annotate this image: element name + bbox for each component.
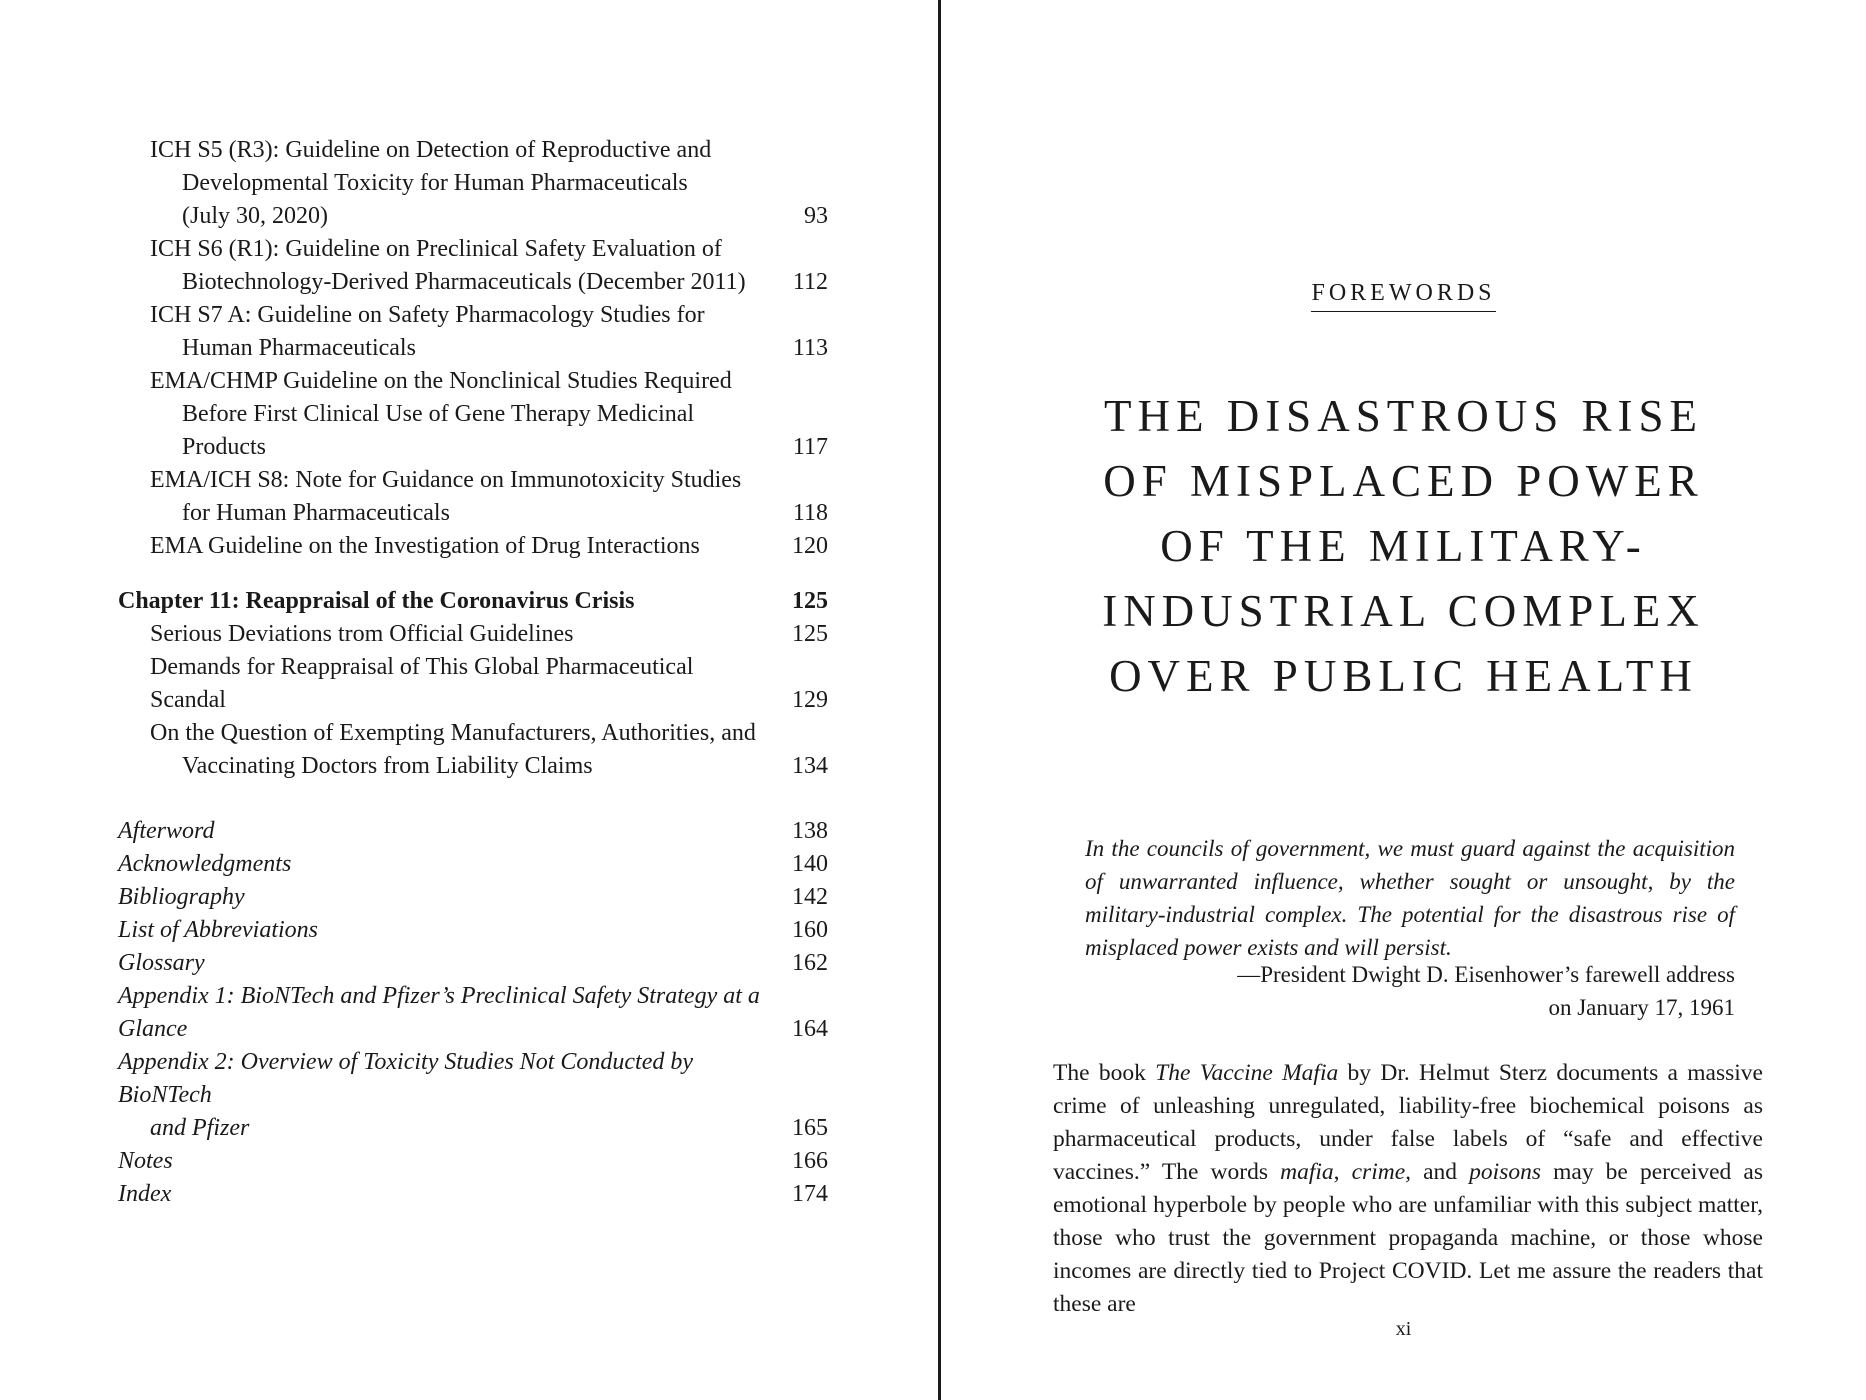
toc-entry-text: Acknowledgments: [118, 851, 292, 877]
toc-entry: [118, 233, 828, 299]
toc-entry: [118, 881, 828, 914]
toc-entry: [118, 1046, 828, 1145]
toc-entry-text: On the Question of Exempting Manufacturers, Authorities, and: [150, 720, 756, 746]
toc-entry: [118, 464, 828, 530]
italic-word: poisons: [1469, 1159, 1541, 1185]
toc-page-number: 120: [792, 533, 828, 559]
toc-subsection-list: [118, 134, 828, 563]
toc-chapter-entry-list: [118, 618, 828, 783]
epigraph: In the councils of government, we must guard against the acquisition of unwarranted influence, whether sought or unsought, by the military-industrial complex. The potential for the disastrous rise of misplaced power exists and will persist.: [1085, 836, 1735, 960]
italic-word: crime,: [1351, 1159, 1412, 1185]
section-label-text: FOREWORDS: [1311, 280, 1495, 312]
toc-entry: [118, 299, 828, 365]
toc-entry-text: Afterword: [118, 818, 215, 844]
toc-page-number: 160: [792, 917, 828, 943]
body-text-segment: ,: [1333, 1159, 1352, 1185]
right-page: [941, 0, 1866, 1400]
table-of-contents: [118, 134, 828, 1211]
body-text-segment: The book: [1053, 1060, 1156, 1086]
chapter-title-line: OF THE MILITARY-: [1160, 521, 1647, 571]
toc-entry: [118, 1178, 828, 1211]
toc-page-number: 129: [792, 687, 828, 713]
chapter-title-line: OF MISPLACED POWER: [1103, 456, 1704, 506]
toc-chapter-page-number: 125: [792, 588, 828, 614]
toc-entry: [118, 530, 828, 563]
toc-page-number: 165: [792, 1115, 828, 1141]
toc-back-matter-list: [118, 815, 828, 1211]
toc-entry-text: Demands for Reappraisal of This Global Pharmaceutical Scandal: [150, 654, 694, 713]
toc-chapter-heading: [118, 585, 828, 618]
toc-chapter-title: Chapter 11: Reappraisal of the Coronavirus Crisis: [118, 588, 635, 614]
body-text-segment: and: [1411, 1159, 1470, 1185]
epigraph-attribution: [1237, 958, 1735, 1024]
chapter-title: [941, 384, 1866, 709]
toc-entry-text: Human Pharmaceuticals: [182, 335, 416, 361]
toc-page-number: 118: [792, 500, 828, 526]
toc-entry-text: Developmental Toxicity for Human Pharmaceuticals: [182, 170, 688, 196]
toc-entry-text: (July 30, 2020): [182, 203, 328, 229]
toc-entry: [118, 848, 828, 881]
toc-entry: [118, 717, 828, 783]
toc-entry-text: Appendix 1: BioNTech and Pfizer’s Preclinical Safety Strategy at a Glance: [118, 983, 760, 1042]
toc-page-number: 138: [792, 818, 828, 844]
toc-entry-text: List of Abbreviations: [118, 917, 319, 943]
attribution-line: on January 17, 1961: [1548, 995, 1735, 1020]
toc-page-number: 164: [792, 1016, 828, 1042]
toc-entry-text: EMA/CHMP Guideline on the Nonclinical Studies Required: [150, 368, 732, 394]
toc-page-number: 113: [792, 335, 828, 361]
italic-word: mafia: [1280, 1159, 1334, 1185]
toc-entry: [118, 980, 828, 1046]
chapter-title-line: THE DISASTROUS RISE: [1103, 391, 1704, 441]
toc-entry-text: Appendix 2: Overview of Toxicity Studies Not Conducted by BioNTech: [118, 1049, 693, 1108]
toc-entry: [118, 815, 828, 848]
toc-entry-text: Before First Clinical Use of Gene Therapy Medicinal Products: [182, 401, 695, 460]
toc-entry-text: ICH S7 A: Guideline on Safety Pharmacology Studies for: [150, 302, 705, 328]
toc-entry: [118, 365, 828, 464]
toc-page-number: 162: [792, 950, 828, 976]
toc-page-number: 142: [792, 884, 828, 910]
toc-entry-text: Index: [118, 1181, 172, 1207]
body-paragraph: [1053, 1057, 1763, 1321]
toc-page-number: 112: [792, 269, 828, 295]
toc-entry-text: Glossary: [118, 950, 205, 976]
page-number: xi: [1395, 1318, 1412, 1340]
toc-entry-text: ICH S5 (R3): Guideline on Detection of Reproductive and: [150, 137, 712, 163]
toc-page-number: 117: [792, 434, 828, 460]
toc-entry: [118, 947, 828, 980]
toc-page-number: 174: [792, 1181, 828, 1207]
toc-entry-text: for Human Pharmaceuticals: [182, 500, 450, 526]
toc-entry-text: Notes: [118, 1148, 173, 1174]
toc-page-number: 125: [792, 621, 828, 647]
toc-entry-text: ICH S6 (R1): Guideline on Preclinical Safety Evaluation of: [150, 236, 722, 262]
book-title-italic: The Vaccine Mafia: [1155, 1060, 1339, 1086]
toc-page-number: 140: [792, 851, 828, 877]
toc-entry: [118, 651, 828, 717]
toc-entry: [118, 914, 828, 947]
chapter-title-line: INDUSTRIAL COMPLEX: [1102, 586, 1705, 636]
toc-page-number: 134: [792, 753, 828, 779]
toc-entry-text: Serious Deviations trom Official Guidelines: [150, 621, 574, 647]
toc-entry: [118, 618, 828, 651]
toc-entry-text: EMA Guideline on the Investigation of Drug Interactions: [150, 533, 700, 559]
toc-entry: [118, 134, 828, 233]
toc-page-number: 166: [792, 1148, 828, 1174]
toc-page-number: 93: [804, 203, 828, 229]
section-label: [941, 280, 1866, 312]
toc-entry-text: Vaccinating Doctors from Liability Claims: [182, 753, 593, 779]
toc-entry: [118, 1145, 828, 1178]
chapter-title-line: OVER PUBLIC HEALTH: [1109, 651, 1698, 701]
toc-entry-text: EMA/ICH S8: Note for Guidance on Immunotoxicity Studies: [150, 467, 742, 493]
body-text-segment: by Dr. Helmut Sterz documents a massive crime of unleashing unregulated, liability-free biochemical poisons as pharmaceutical products, under false labels of “safe and effective vaccines.” The words: [1053, 1060, 1763, 1185]
attribution-line: —President Dwight D. Eisenhower’s farewell address: [1237, 962, 1735, 987]
body-text-segment: may be perceived as emotional hyperbole by people who are unfamiliar with this subject matter, those who trust the government propaganda machine, or those whose incomes are directly tied to Project COVID. Let me assure the readers that these are: [1053, 1159, 1763, 1317]
toc-entry-text: and Pfizer: [150, 1115, 250, 1141]
toc-entry-text: Biotechnology-Derived Pharmaceuticals (December 2011): [182, 269, 746, 295]
toc-entry-text: Bibliography: [118, 884, 245, 910]
